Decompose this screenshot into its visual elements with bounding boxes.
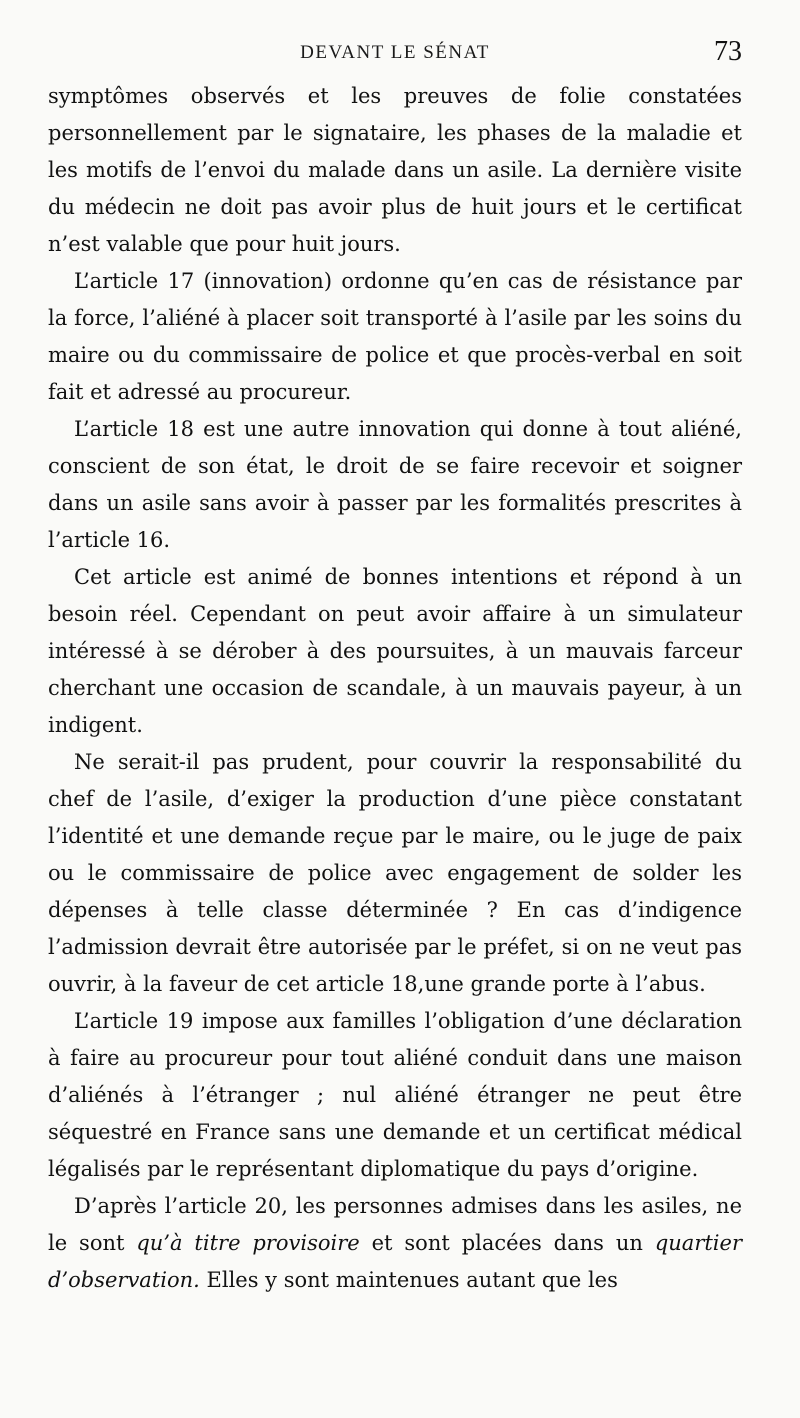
page-body — [48, 78, 742, 1299]
text-segment: symptômes observés et les preuves de folie constatées personnellement par le signataire, les phases de la maladie et les motifs de l’envoi du malade dans un asile. La dernière visite du médecin ne doit pas avoir plus de huit jours et le certificat n’est valable que pour huit jours. — [48, 84, 742, 256]
text-segment: L’article 18 est une autre innovation qui donne à tout aliéné, conscient de son état, le droit de se faire recevoir et soigner dans un asile sans avoir à passer par les formalités prescrites à l’article 16. — [48, 417, 742, 552]
running-head: DEVANT LE SÉNAT — [300, 42, 490, 63]
paragraph — [48, 744, 742, 1003]
text-segment: Cet article est animé de bonnes intentions et répond à un besoin réel. Cependant on peut avoir affaire à un simulateur intéressé à se dérober à des poursuites, à un mauvais farceur cherchant une occasion de scandale, à un mauvais payeur, à un indigent. — [48, 565, 742, 737]
paragraph — [48, 559, 742, 744]
paragraph — [48, 1188, 742, 1299]
italic-text-segment: qu’à titre provisoire — [136, 1231, 360, 1255]
page-header — [48, 36, 742, 76]
paragraph — [48, 78, 742, 263]
text-segment: D’après l’article 20, les personnes admises dans les asiles, ne le sont — [48, 1194, 742, 1255]
page-number: 73 — [714, 36, 742, 67]
text-segment: Elles y sont maintenues autant que les — [199, 1268, 618, 1292]
text-segment: L’article 19 impose aux familles l’obligation d’une déclaration à faire au procureur pour tout aliéné conduit dans une maison d’aliénés à l’étranger ; nul aliéné étranger ne peut être séquestré en France sans une demande et un certificat médical légalisés par le représentant diplomatique du pays d’origine. — [48, 1009, 742, 1181]
text-segment: L’article 17 (innovation) ordonne qu’en cas de résistance par la force, l’aliéné à placer soit transporté à l’asile par les soins du maire ou du commissaire de police et que procès-verbal en soit fait et adressé au procureur. — [48, 269, 742, 404]
paragraph — [48, 1003, 742, 1188]
text-segment: et sont placées dans un — [359, 1231, 655, 1255]
italic-text-segment: quartier d’observation. — [48, 1231, 742, 1292]
paragraph — [48, 411, 742, 559]
paragraph — [48, 263, 742, 411]
text-segment: Ne serait-il pas prudent, pour couvrir la responsabilité du chef de l’asile, d’exiger la production d’une pièce constatant l’identité et une demande reçue par le maire, ou le juge de paix ou le commissaire de police avec engagement de solder les dépenses à telle classe déterminée ? En cas d’indigence l’admission devrait être autorisée par le préfet, si on ne veut pas ouvrir, à la faveur de cet article 18,une grande porte à l’abus. — [48, 750, 742, 996]
